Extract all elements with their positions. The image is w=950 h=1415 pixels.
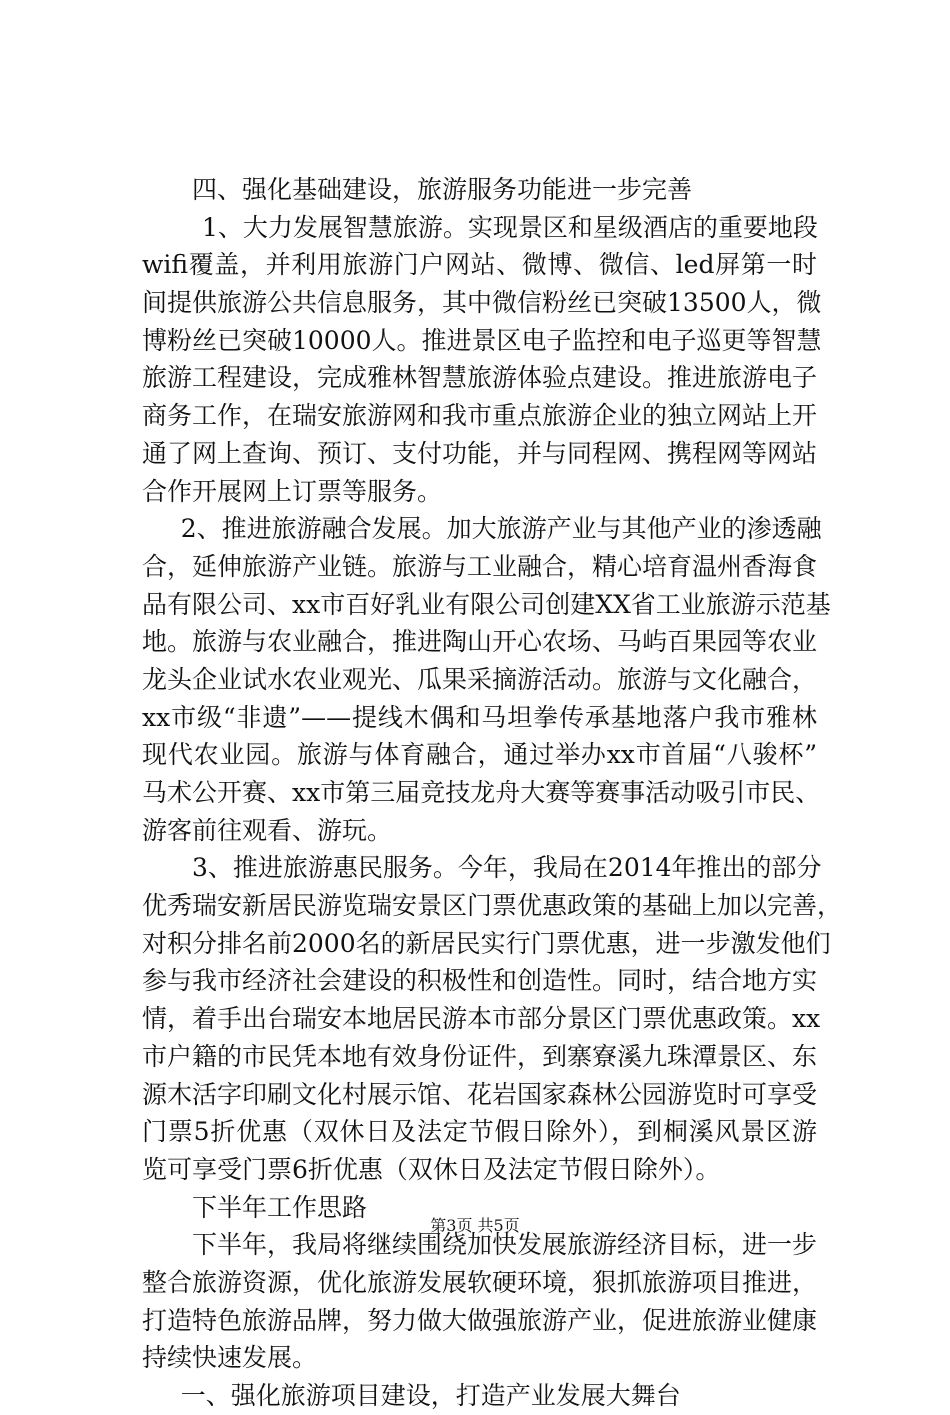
text-line: 源木活字印刷文化村展示馆、花岩国家森林公园游览时可享受 — [142, 1079, 818, 1109]
text-line: 通了网上查询、预订、支付功能，并与同程网、携程网等网站 — [142, 438, 818, 468]
text-line: 商务工作，在瑞安旅游网和我市重点旅游企业的独立网站上开 — [142, 401, 818, 431]
text-line: 游客前往观看、游玩。 — [142, 815, 393, 845]
text-line: xx市级“非遗”——提线木偶和马坦拳传承基地落户我市雅林 — [142, 702, 817, 732]
text-line: 览可享受门票6折优惠（双休日及法定节假日除外）。 — [142, 1154, 721, 1184]
text-line: 地。旅游与农业融合，推进陶山开心农场、马屿百果园等农业 — [142, 627, 818, 657]
text-line: 一、强化旅游项目建设，打造产业发展大舞台 — [180, 1381, 681, 1410]
text-line: 合作开展网上订票等服务。 — [142, 476, 443, 506]
text-line: 下半年工作思路 — [192, 1192, 368, 1222]
text-line: 龙头企业试水农业观光、瓜果采摘游活动。旅游与文化融合， — [142, 664, 818, 694]
text-line: 3、推进旅游惠民服务。今年，我局在2014年推出的部分 — [192, 853, 822, 883]
text-line: 间提供旅游公共信息服务，其中微信粉丝已突破13500人，微 — [142, 288, 822, 318]
text-line: 1、大力发展智慧旅游。实现景区和星级酒店的重要地段 — [202, 212, 818, 242]
text-line: 整合旅游资源，优化旅游发展软硬环境，狠抓旅游项目推进， — [142, 1267, 818, 1297]
text-line: 对积分排名前2000名的新居民实行门票优惠，进一步激发他们 — [142, 928, 831, 958]
text-line: 2、推进旅游融合发展。加大旅游产业与其他产业的渗透融 — [180, 514, 822, 544]
text-line: 优秀瑞安新居民游览瑞安景区门票优惠政策的基础上加以完善， — [142, 891, 843, 921]
text-line: 马术公开赛、xx市第三届竞技龙舟大赛等赛事活动吸引市民、 — [142, 778, 821, 807]
text-line: 市户籍的市民凭本地有效身份证件，到寨寮溪九珠潭景区、东 — [142, 1041, 818, 1071]
text-line: 旅游工程建设，完成雅林智慧旅游体验点建设。推进旅游电子 — [142, 363, 818, 393]
text-line: 下半年，我局将继续围绕加快发展旅游经济目标，进一步 — [192, 1230, 818, 1260]
text-line: 参与我市经济社会建设的积极性和创造性。同时，结合地方实 — [142, 966, 818, 996]
page-footer: 第3页 共5页 — [430, 1216, 520, 1235]
text-line: 现代农业园。旅游与体育融合，通过举办xx市首届“八骏杯” — [142, 740, 817, 770]
text-line: 品有限公司、xx市百好乳业有限公司创建XX省工业旅游示范基 — [142, 589, 831, 619]
text-line: wifi覆盖，并利用旅游门户网站、微博、微信、led屏第一时 — [142, 250, 817, 280]
text-line: 持续快速发展。 — [142, 1343, 318, 1373]
text-line: 合，延伸旅游产业链。旅游与工业融合，精心培育温州香海食 — [142, 551, 818, 581]
text-line: 情，着手出台瑞安本地居民游本市部分景区门票优惠政策。xx — [142, 1004, 821, 1034]
text-line: 四、强化基础建设，旅游服务功能进一步完善 — [192, 175, 693, 204]
text-line: 门票5折优惠（双休日及法定节假日除外），到桐溪风景区游 — [142, 1117, 817, 1147]
text-line: 博粉丝已突破10000人。推进景区电子监控和电子巡更等智慧 — [142, 325, 822, 355]
text-line: 打造特色旅游品牌，努力做大做强旅游产业，促进旅游业健康 — [142, 1305, 818, 1335]
